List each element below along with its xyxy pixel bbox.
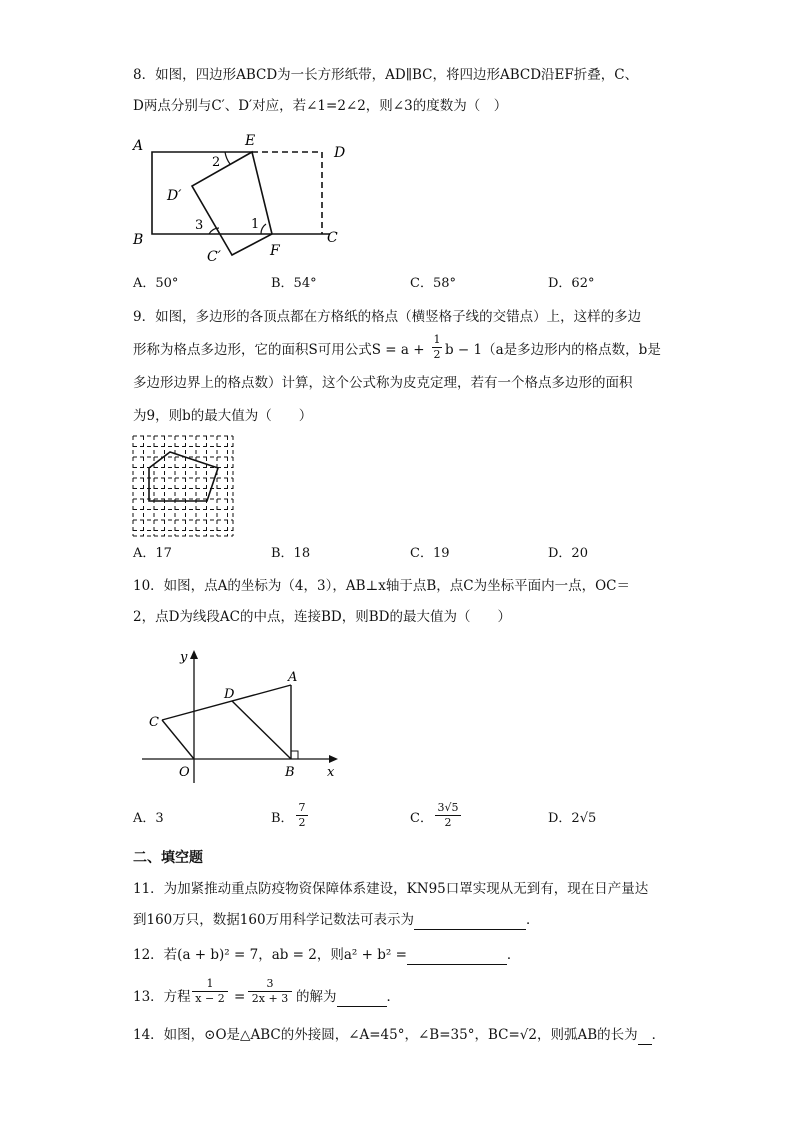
q10-option-b-num: 7 [298,801,306,814]
q13-fraction-left [192,978,228,1005]
q13-f1-den: x − 2 [195,992,225,1005]
q9-frac-den: 2 [433,348,441,361]
q11-tail: ． [526,912,540,928]
q13-suffix: 的解为 [296,989,337,1005]
q10-option-d[interactable]: D．2√5 [548,811,597,826]
q13-f1-num: 1 [206,977,214,990]
q8-stem-line1: 8．如图，四边形ABCD为一长方形纸带，AD∥BC，将四边形ABCD沿EF折叠，C、 [133,67,639,83]
q13-f2-den: 2x + 3 [251,992,289,1005]
q13-f2-num: 3 [266,977,274,990]
q10-x-arrow [329,755,338,763]
q10-y-arrow [190,650,198,659]
q8-label-C1: C′ [207,249,221,265]
q10-option-b-prefix: B． [271,811,294,826]
q10-segment-BD [232,701,291,759]
q13-answer-blank[interactable] [337,988,387,1007]
q11-answer-blank[interactable] [414,911,526,930]
q8-label-F: F [270,243,280,259]
q14-tail: ． [651,1027,666,1043]
q13-prefix: 13．方程 [133,989,191,1005]
q9-line1: 9．如图，多边形的各顶点都在方格纸的格点（横竖格子线的交错点）上，这样的多边 [133,309,642,325]
q10-figure [140,645,350,785]
q13-fraction-right [248,978,292,1005]
q8-angle1-arc [261,224,266,234]
q10-segment-OC [162,720,194,759]
q10-label-x: x [327,765,335,780]
q11-line2-text: 到160万只，数据160万用科学记数法可表示为 [133,912,415,928]
q8-label-1: 1 [251,217,260,232]
q8-option-d[interactable]: D．62° [548,276,595,291]
q14-line [133,1026,665,1045]
q8-option-c[interactable]: C．58° [410,276,456,291]
q9-option-c[interactable]: C．19 [410,546,450,561]
q13-equals: = [234,989,246,1005]
q8-option-a[interactable]: A．50° [133,276,179,291]
q9-grid-figure [130,433,236,539]
q12-text: 12．若(a + b)² = 7，ab = 2，则a² + b² = [133,947,407,963]
q8-label-C: C [327,230,338,246]
q9-line4: 为9，则b的最大值为（ ） [133,408,313,424]
q10-line1: 10．如图，点A的坐标为（4，3），AB⊥x轴于点B，点C为坐标平面内一点，OC＝ [133,578,630,594]
q14-text: 14．如图，⊙O是△ABC的外接圆，∠A=45°，∠B=35°，BC=√2，则弧AB的长为 [133,1027,638,1043]
q12-answer-blank[interactable] [407,946,507,965]
q9-line3: 多边形边界上的格点数）计算，这个公式称为皮克定理，若有一个格点多边形的面积 [133,375,633,391]
q9-fraction-half [432,334,442,361]
q10-label-y: y [180,650,188,665]
q8-label-3: 3 [195,218,204,233]
q10-option-b-den: 2 [298,816,306,829]
q13-tail: ． [386,989,400,1005]
q12-line [133,946,520,965]
q10-label-D: D [224,687,235,702]
q10-label-B: B [285,765,295,780]
q10-right-angle [291,751,298,759]
q11-line2 [133,911,540,930]
q8-label-2: 2 [212,155,221,170]
q8-figure [125,128,365,268]
q9-frac-num: 1 [433,333,441,346]
q9-option-d[interactable]: D．20 [548,546,588,561]
q9-option-b[interactable]: B．18 [271,546,311,561]
q8-label-A: A [133,138,144,154]
q8-label-B: B [133,232,144,248]
section-title-fill-in: 二、填空题 [133,850,203,866]
q10-label-O: O [179,765,190,780]
q10-option-c-num: 3√5 [437,801,459,814]
q12-tail: ． [506,947,521,963]
q8-folded-shape [192,152,272,255]
q14-answer-blank[interactable] [638,1026,652,1045]
q9-lattice-polygon [149,452,218,501]
q10-label-C: C [149,715,159,730]
q11-line1: 11．为加紧推动重点防疫物资保障体系建设，KN95口罩实现从无到有，现在日产量达 [133,881,649,897]
q8-angle2-arc [225,152,230,164]
q10-option-c-fraction [435,802,461,829]
q13-suffix-line [296,988,400,1007]
q9-option-a[interactable]: A．17 [133,546,172,561]
q8-label-D1: D′ [167,188,182,204]
q8-label-D: D [334,145,346,161]
q10-option-b-fraction [296,802,308,829]
q8-option-b[interactable]: B．54° [271,276,317,291]
q8-label-E: E [245,133,256,149]
q10-option-c-prefix: C． [410,811,433,826]
q10-option-a[interactable]: A．3 [133,811,164,826]
q9-line2-b: b − 1（a是多边形内的格点数，b是 [445,342,661,358]
q10-line2: 2，点D为线段AC的中点，连接BD，则BD的最大值为（ ） [133,609,511,625]
q10-option-c-den: 2 [444,816,452,829]
q9-line2-a: 形称为格点多边形，它的面积S可用公式S = a + [133,342,425,358]
q10-label-A: A [288,670,298,685]
q8-stem-line2: D两点分别与C′、D′对应，若∠1=2∠2，则∠3的度数为（ ） [133,98,508,114]
